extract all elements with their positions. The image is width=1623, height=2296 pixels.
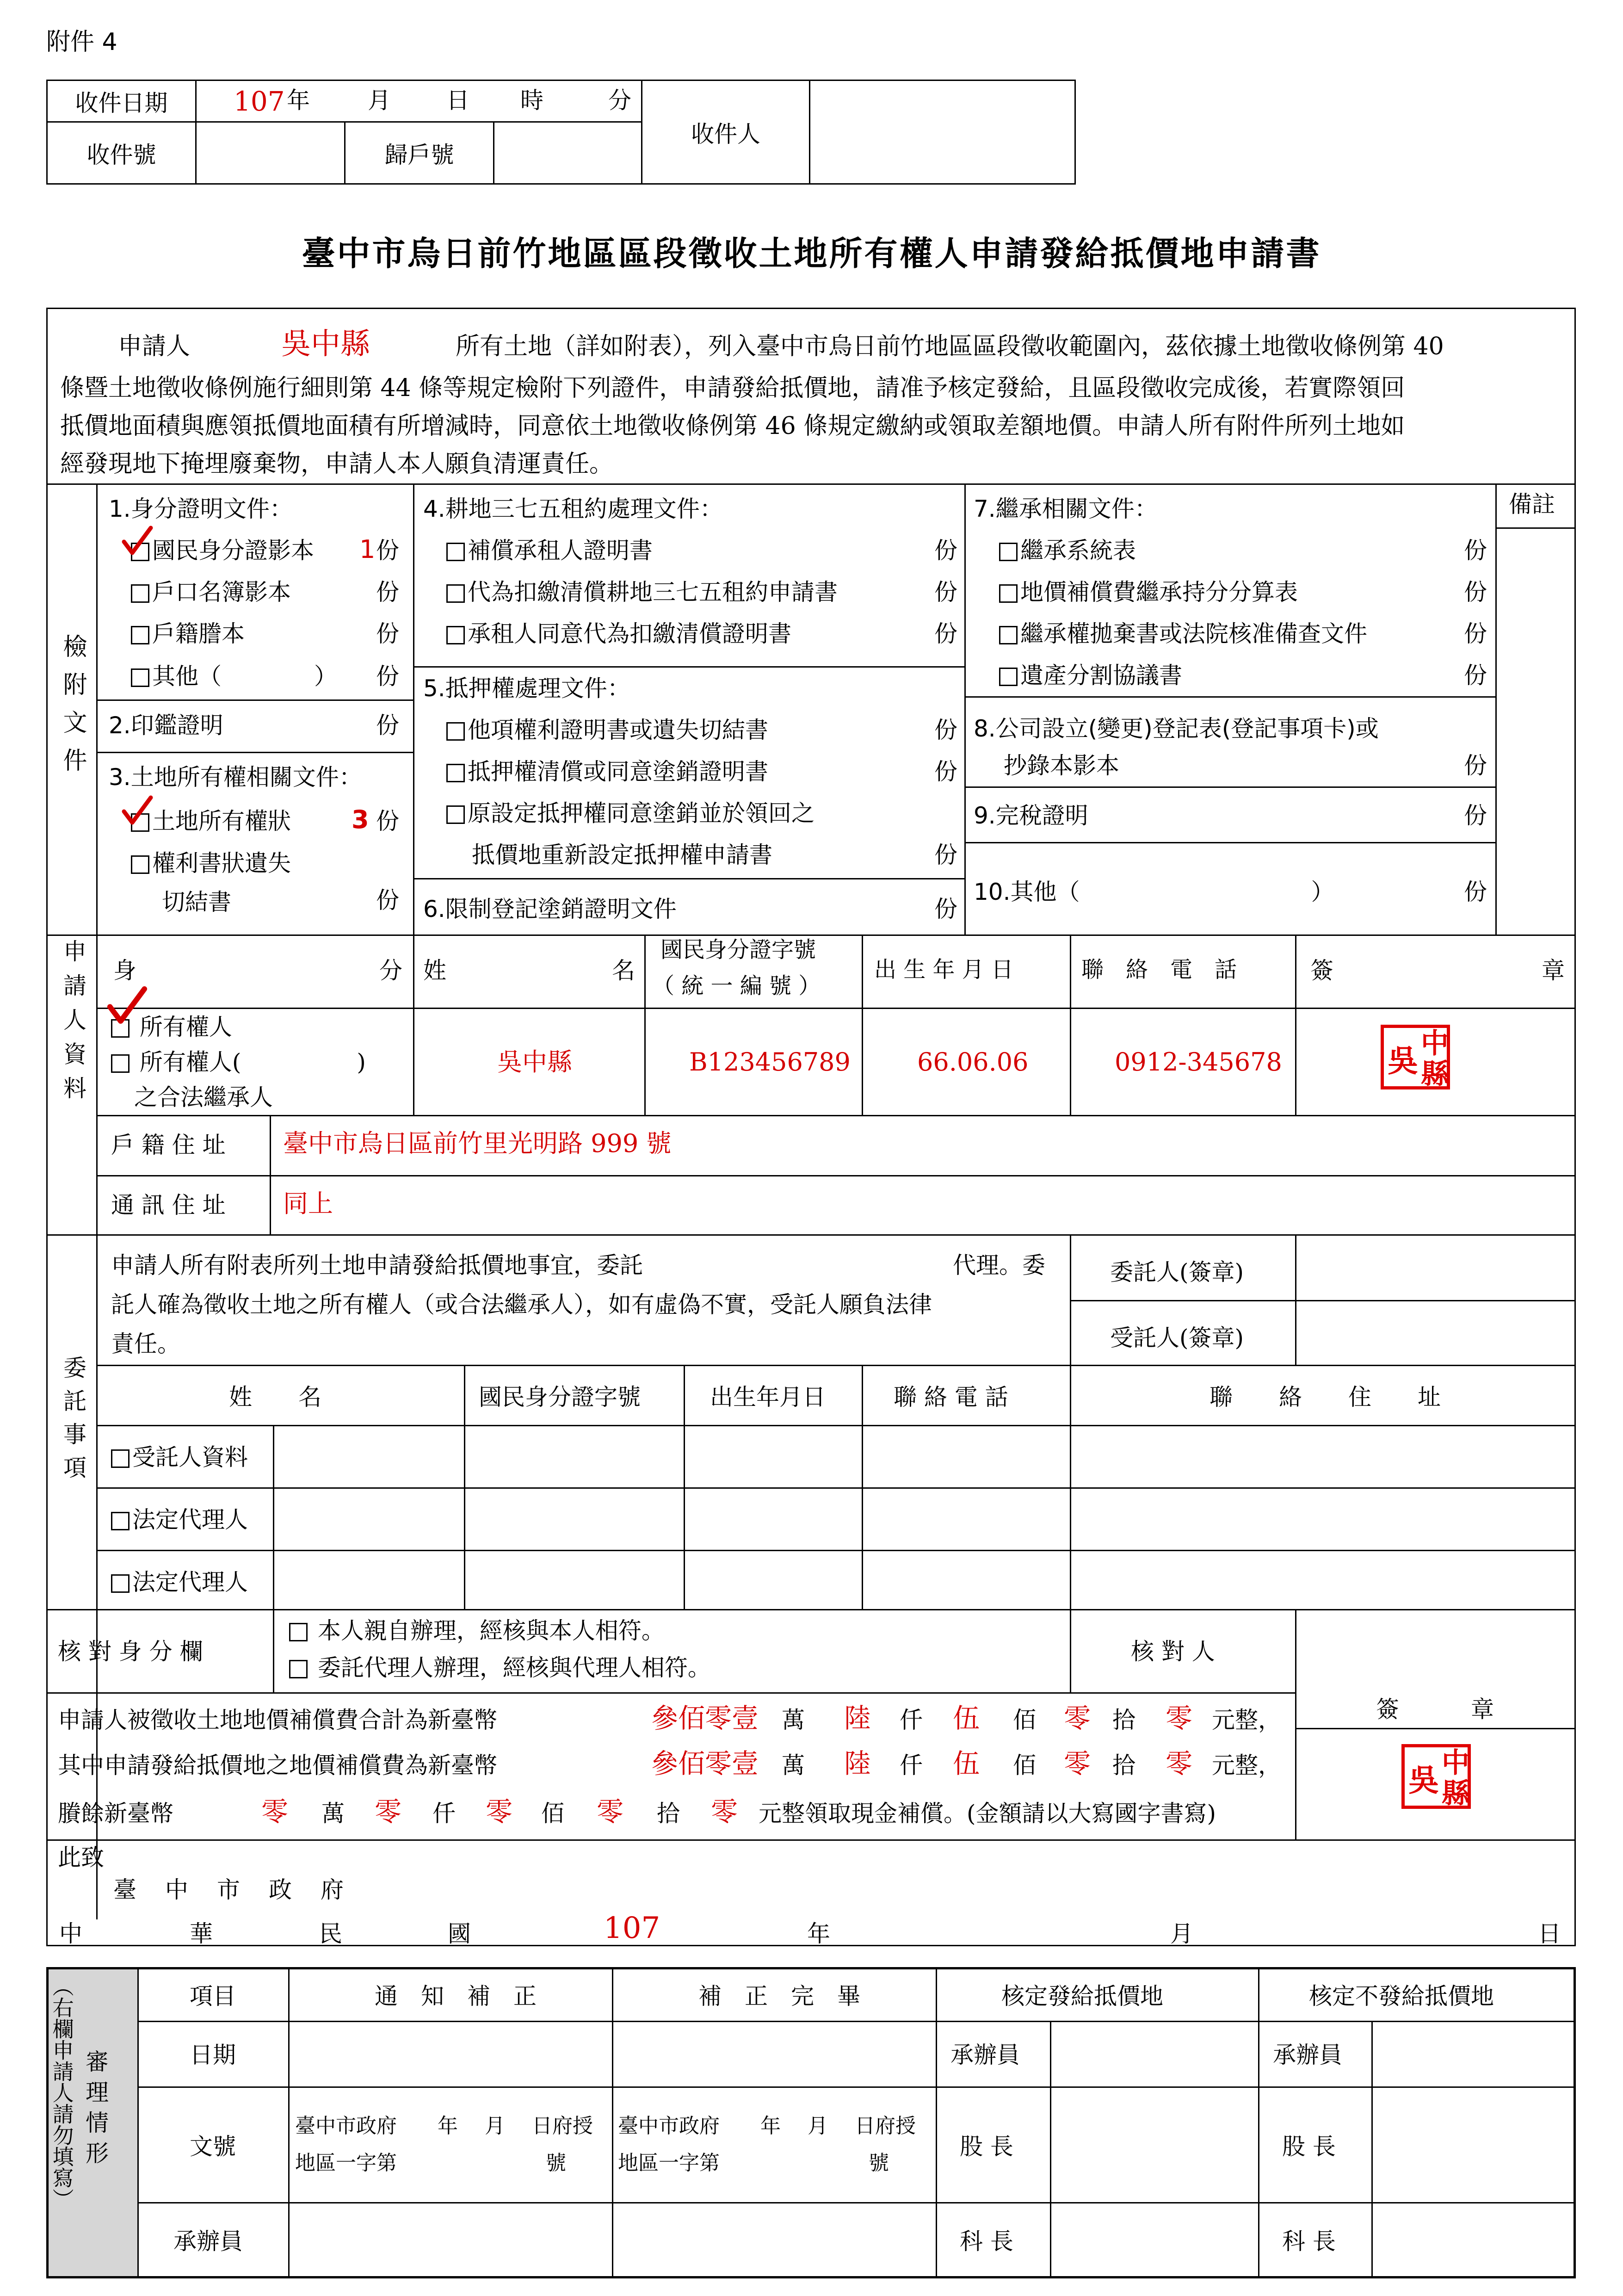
applicant-birth-date[interactable]: 66.06.06 bbox=[917, 1047, 1029, 1077]
divider bbox=[1295, 1728, 1576, 1729]
g1-item-4[interactable]: 其他（ ） bbox=[131, 662, 337, 690]
review-row-date: 日期 bbox=[190, 2042, 236, 2068]
unit-label: 份 bbox=[376, 537, 399, 564]
closing-date-char-3: 民 bbox=[319, 1920, 342, 1947]
unit-shi: 拾 bbox=[1112, 1752, 1135, 1779]
unit-label: 份 bbox=[1464, 620, 1487, 647]
receipt-number-field[interactable] bbox=[196, 122, 345, 184]
intro-applicant-prefix: 申請人 bbox=[118, 333, 191, 360]
attachment-label: 附件 4 bbox=[46, 28, 117, 56]
divider bbox=[1070, 1300, 1576, 1301]
g8-title: 8.公司設立(變更)登記表(登記事項卡)或 bbox=[974, 715, 1379, 742]
g7-title: 7.繼承相關文件： bbox=[974, 495, 1158, 522]
header-id-a: 國民身分證字號 bbox=[660, 937, 816, 963]
applicant-id-number[interactable]: B123456789 bbox=[689, 1047, 851, 1077]
closing-year-unit: 年 bbox=[807, 1920, 830, 1947]
closing-date-char-1: 中 bbox=[59, 1920, 82, 1947]
mail-address-value[interactable]: 同上 bbox=[283, 1189, 333, 1218]
unit-label: 份 bbox=[934, 620, 957, 647]
closing-government: 臺 中 市 政 府 bbox=[113, 1876, 346, 1903]
divider bbox=[1495, 483, 1497, 934]
household-label: 歸戶號 bbox=[345, 122, 494, 184]
entrust-header-id: 國民身分證字號 bbox=[479, 1384, 641, 1411]
divider bbox=[46, 1839, 1576, 1841]
divider bbox=[1295, 934, 1296, 1115]
header-name-a: 姓 bbox=[423, 957, 446, 984]
unit-label: 份 bbox=[934, 579, 957, 606]
checkbox[interactable] bbox=[999, 584, 1018, 603]
identity-option-heir[interactable]: 所有權人( ) bbox=[111, 1048, 366, 1076]
divider bbox=[964, 696, 1495, 698]
page-title: 臺中市烏日前竹地區區段徵收土地所有權人申請發給抵價地申請書 bbox=[302, 234, 1321, 273]
unit-shi: 拾 bbox=[657, 1800, 680, 1827]
unit-label: 份 bbox=[1464, 662, 1487, 689]
unit-label: 份 bbox=[934, 717, 957, 743]
divider bbox=[96, 1550, 1576, 1551]
reject-division-chief-label: 科 長 bbox=[1282, 2228, 1336, 2255]
review-side-note: （右欄申請人請勿填寫） bbox=[49, 1975, 74, 2209]
divider bbox=[96, 1425, 1576, 1426]
header-birth: 出 生 年 月 日 bbox=[874, 957, 1014, 983]
unit-label: 份 bbox=[376, 663, 399, 690]
intro-line4: 經發現地下掩埋廢棄物，申請人本人願負清運責任。 bbox=[60, 450, 614, 478]
domicile-label: 戶 籍 住 址 bbox=[111, 1132, 226, 1158]
divider bbox=[273, 1609, 274, 1692]
comp-line2-label: 其中申請發給抵價地之地價補償費為新臺幣 bbox=[58, 1752, 497, 1779]
divider bbox=[1371, 2021, 1373, 2278]
header-seal-a: 簽 bbox=[1310, 957, 1333, 984]
attachments-section-label: 檢附文件 bbox=[59, 634, 86, 786]
receipt-year: 107 bbox=[234, 86, 285, 117]
divider bbox=[413, 878, 964, 879]
entrust-text-1: 申請人所有附表所列土地申請發給抵價地事宜，委託 bbox=[111, 1252, 643, 1279]
comp-rem-yuan[interactable]: 零 bbox=[711, 1796, 738, 1827]
checkbox[interactable] bbox=[446, 543, 465, 561]
receipt-hour-unit: 時 bbox=[520, 87, 543, 114]
divider bbox=[137, 2202, 1576, 2203]
comp-line3-label: 賸餘新臺幣 bbox=[58, 1800, 173, 1827]
entrust-header-address: 聯 絡 住 址 bbox=[1210, 1384, 1441, 1411]
g4-item-1[interactable]: 補償承租人證明書 bbox=[446, 537, 653, 564]
entrust-row-agent[interactable]: 受託人資料 bbox=[111, 1443, 248, 1471]
divider bbox=[137, 1967, 139, 2278]
divider bbox=[1070, 1234, 1071, 1365]
divider bbox=[413, 666, 964, 668]
checkbox[interactable] bbox=[289, 1623, 308, 1641]
review-side-label: 審理情形 bbox=[82, 2049, 109, 2172]
g1-item-1[interactable]: 國民身分證影本 bbox=[131, 537, 314, 564]
comp-suffix: 元整， bbox=[1212, 1752, 1281, 1779]
divider bbox=[964, 842, 1495, 843]
divider bbox=[612, 1967, 613, 2278]
agent-sign-label: 受託人(簽章) bbox=[1110, 1324, 1244, 1351]
checkbox[interactable] bbox=[131, 855, 149, 874]
g5-item-2[interactable]: 抵押權清償或同意塗銷證明書 bbox=[446, 758, 768, 786]
unit-label: 份 bbox=[376, 712, 399, 739]
applicant-phone[interactable]: 0912-345678 bbox=[1115, 1047, 1282, 1077]
divider bbox=[96, 1115, 1576, 1116]
household-field[interactable] bbox=[494, 122, 642, 184]
unit-qian: 仟 bbox=[900, 1752, 923, 1779]
g7-item-3[interactable]: 繼承權拋棄書或法院核准備查文件 bbox=[999, 620, 1367, 648]
divider bbox=[46, 1692, 1295, 1694]
divider bbox=[1495, 527, 1576, 529]
applicant-section-label: 申請人資料 bbox=[60, 939, 86, 1110]
unit-label: 份 bbox=[376, 808, 399, 835]
divider bbox=[413, 483, 414, 934]
divider bbox=[936, 1967, 937, 2278]
g4-item-2[interactable]: 代為扣繳清償耕地三七五租約申請書 bbox=[446, 578, 838, 606]
unit-bai: 佰 bbox=[541, 1800, 564, 1827]
divider bbox=[46, 1234, 1576, 1236]
closing-month-unit: 月 bbox=[1170, 1920, 1193, 1947]
unit-label: 份 bbox=[934, 537, 957, 564]
approve-division-chief-label: 科 長 bbox=[960, 2228, 1013, 2255]
g3-item-1[interactable]: 土地所有權狀 bbox=[131, 807, 291, 835]
unit-qian: 仟 bbox=[432, 1800, 456, 1827]
checkbox[interactable] bbox=[446, 626, 465, 644]
mail-address-label: 通 訊 住 址 bbox=[111, 1192, 226, 1219]
unit-label: 份 bbox=[934, 896, 957, 922]
g1-item-1-count: 1 bbox=[359, 535, 376, 564]
applicant-seal: 吳 中 縣 bbox=[1381, 1025, 1450, 1089]
g5-item-1[interactable]: 他項權利證明書或遺失切結書 bbox=[446, 716, 768, 744]
divider bbox=[46, 483, 1576, 485]
unit-label: 份 bbox=[1464, 802, 1487, 829]
comp-rem-shi[interactable]: 零 bbox=[597, 1796, 624, 1827]
g5-item-3[interactable]: 原設定抵押權同意塗銷並於領回之 bbox=[446, 799, 815, 827]
unit-wan: 萬 bbox=[321, 1800, 345, 1827]
check-mark-icon bbox=[121, 795, 154, 827]
comp-line2-shi[interactable]: 零 bbox=[1064, 1748, 1091, 1779]
approve-officer-label: 承辦員 bbox=[950, 2042, 1020, 2068]
entrust-row-legal-2[interactable]: 法定代理人 bbox=[111, 1568, 248, 1596]
closing-date-char-4: 國 bbox=[448, 1920, 471, 1947]
header-name-b: 名 bbox=[612, 957, 635, 984]
divider bbox=[46, 1609, 1576, 1610]
divider bbox=[1070, 934, 1071, 1115]
checkbox[interactable] bbox=[131, 584, 149, 603]
comp-sign-b: 章 bbox=[1471, 1696, 1494, 1723]
divider bbox=[137, 2021, 1576, 2022]
comp-line1-wan-amount[interactable]: 參佰零壹 bbox=[651, 1702, 759, 1734]
remarks-label: 備註 bbox=[1509, 491, 1555, 518]
g7-item-1[interactable]: 繼承系統表 bbox=[999, 537, 1136, 564]
closing-date-char-2: 華 bbox=[190, 1920, 213, 1947]
checkbox[interactable] bbox=[111, 1449, 130, 1468]
unit-wan: 萬 bbox=[782, 1752, 805, 1779]
entrust-text-1b: 代理。委 bbox=[953, 1252, 1045, 1279]
check-mark-icon bbox=[121, 525, 154, 557]
comp-rem-qian[interactable]: 零 bbox=[375, 1796, 402, 1827]
identity-option-heir-b: 之合法繼承人 bbox=[134, 1084, 273, 1111]
unit-wan: 萬 bbox=[782, 1707, 805, 1733]
divider bbox=[1295, 1609, 1296, 1692]
comp-rem-bai[interactable]: 零 bbox=[486, 1796, 513, 1827]
g7-item-2[interactable]: 地價補償費繼承持分分算表 bbox=[999, 578, 1298, 606]
divider bbox=[46, 934, 1576, 936]
divider bbox=[862, 1365, 863, 1609]
doc-done-line1: 臺中市政府 年 月 日府授 bbox=[618, 2114, 916, 2138]
checkbox[interactable] bbox=[999, 543, 1018, 561]
intro-line1: 所有土地（詳如附表），列入臺中市烏日前竹地區區段徵收範圍內，茲依據土地徵收條例第 40 bbox=[456, 333, 1444, 360]
unit-label: 份 bbox=[1464, 879, 1487, 905]
g4-title: 4.耕地三七五租約處理文件： bbox=[423, 495, 723, 522]
unit-bai: 佰 bbox=[1013, 1752, 1036, 1779]
header-identity-a: 身 bbox=[113, 957, 136, 984]
review-header-done: 補 正 完 畢 bbox=[698, 1983, 860, 2010]
review-header-notice: 通 知 補 正 bbox=[375, 1983, 537, 2010]
divider bbox=[96, 483, 98, 1919]
entrust-section-label: 委託事項 bbox=[60, 1355, 86, 1489]
g3-item-2-b: 切結書 bbox=[162, 889, 231, 916]
header-id-b: （ 統 一 編 號 ） bbox=[652, 973, 821, 999]
receiver-label: 收件人 bbox=[642, 80, 810, 184]
divider bbox=[1295, 1692, 1296, 1839]
comp-rem-suffix: 元整領取現金補償。(金額請以大寫國字書寫) bbox=[759, 1800, 1216, 1827]
receipt-date-label: 收件日期 bbox=[47, 80, 196, 122]
divider bbox=[273, 1425, 274, 1609]
verify-option-2[interactable]: 委託代理人辦理，經核與代理人相符。 bbox=[289, 1654, 711, 1682]
approve-section-chief-label: 股 長 bbox=[960, 2133, 1013, 2160]
doc-done-line2: 地區一字第 號 bbox=[618, 2151, 889, 2175]
reject-officer-label: 承辦員 bbox=[1273, 2042, 1342, 2068]
entrust-header-birth: 出生年月日 bbox=[710, 1384, 826, 1411]
unit-label: 份 bbox=[1464, 752, 1487, 779]
comp-line1-label: 申請人被徵收土地地價補償費合計為新臺幣 bbox=[58, 1707, 497, 1733]
receipt-year-unit: 年 bbox=[287, 87, 310, 114]
receipt-month-unit: 月 bbox=[368, 87, 391, 114]
verify-label: 核 對 身 分 欄 bbox=[58, 1638, 203, 1665]
receiver-field[interactable] bbox=[810, 80, 1075, 184]
check-mark-icon bbox=[106, 985, 148, 1027]
divider bbox=[964, 483, 966, 934]
identity-option-owner[interactable]: 所有權人 bbox=[111, 1013, 232, 1041]
receipt-table bbox=[46, 80, 1076, 185]
comp-suffix: 元整， bbox=[1212, 1707, 1281, 1733]
checkbox[interactable] bbox=[446, 764, 465, 782]
entrust-header-name: 姓 名 bbox=[229, 1384, 321, 1411]
review-header-item: 項目 bbox=[190, 1983, 236, 2010]
review-row-officer: 承辦員 bbox=[173, 2228, 243, 2255]
doc-notice-line1: 臺中市政府 年 月 日府授 bbox=[295, 2114, 593, 2138]
unit-label: 份 bbox=[1464, 579, 1487, 606]
reject-section-chief-label: 股 長 bbox=[1282, 2133, 1336, 2160]
comp-line2-wan-amount[interactable]: 參佰零壹 bbox=[651, 1748, 759, 1779]
doc-notice-line2: 地區一字第 號 bbox=[295, 2151, 566, 2175]
checkbox[interactable] bbox=[111, 1512, 130, 1530]
checkbox[interactable] bbox=[446, 805, 465, 824]
g4-item-3[interactable]: 承租人同意代為扣繳清償證明書 bbox=[446, 620, 791, 648]
g1-item-3[interactable]: 戶籍謄本 bbox=[131, 620, 245, 648]
divider bbox=[464, 1365, 465, 1609]
g3-item-1-count: 3 bbox=[352, 805, 369, 834]
g7-item-4[interactable]: 遺產分割協議書 bbox=[999, 662, 1182, 689]
unit-label: 份 bbox=[934, 842, 957, 868]
checker-label: 核 對 人 bbox=[1131, 1638, 1215, 1665]
g5-title: 5.抵押權處理文件： bbox=[423, 675, 630, 702]
divider bbox=[96, 752, 413, 753]
comp-line1-yuan[interactable]: 零 bbox=[1166, 1702, 1193, 1734]
g3-title: 3.土地所有權相關文件： bbox=[109, 764, 362, 791]
applicant-name[interactable]: 吳中縣 bbox=[497, 1047, 572, 1077]
comp-line2-qian[interactable]: 陸 bbox=[844, 1748, 871, 1779]
domicile-value[interactable]: 臺中市烏日區前竹里光明路 999 號 bbox=[283, 1129, 672, 1158]
g5-item-3-b: 抵價地重新設定抵押權申請書 bbox=[472, 842, 772, 868]
g9-title: 9.完稅證明 bbox=[974, 802, 1088, 829]
entrust-row-legal-1[interactable]: 法定代理人 bbox=[111, 1506, 248, 1534]
divider bbox=[96, 1487, 1576, 1489]
unit-label: 份 bbox=[376, 579, 399, 606]
g2-title: 2.印鑑證明 bbox=[109, 712, 223, 739]
receipt-number-label: 收件號 bbox=[47, 122, 196, 184]
comp-line1-bai[interactable]: 伍 bbox=[953, 1702, 980, 1734]
unit-label: 份 bbox=[376, 887, 399, 914]
g10-title: 10.其他（ ） bbox=[974, 879, 1334, 905]
g1-title: 1.身分證明文件： bbox=[109, 495, 293, 522]
checkbox[interactable] bbox=[289, 1660, 308, 1678]
review-row-doc: 文號 bbox=[190, 2133, 236, 2160]
checkbox[interactable] bbox=[999, 668, 1018, 686]
header-phone: 聯 絡 電 話 bbox=[1081, 957, 1237, 983]
divider bbox=[1070, 1609, 1071, 1692]
header-identity-b: 分 bbox=[379, 957, 402, 984]
divider bbox=[862, 934, 863, 1115]
unit-label: 份 bbox=[376, 620, 399, 647]
review-header-approve: 核定發給抵價地 bbox=[1001, 1983, 1163, 2010]
entrust-header-phone: 聯 絡 電 話 bbox=[894, 1384, 1008, 1411]
intro-line2: 條暨土地徵收條例施行細則第 44 條等規定檢附下列證件，申請發給抵價地，請准予核定發給，且區段徵收完成後，若實際領回 bbox=[60, 374, 1405, 402]
entrust-text-2: 託人確為徵收土地之所有權人（或合法繼承人），如有虛偽不實，受託人願負法律 bbox=[111, 1291, 932, 1318]
intro-line3: 抵價地面積與應領抵價地面積有所增減時，同意依土地徵收條例第 46 條規定繳納或領取差額地價。申請人所有附件所列土地如 bbox=[60, 412, 1405, 440]
checkbox[interactable] bbox=[131, 668, 149, 687]
verify-option-1[interactable]: 本人親自辦理，經核與本人相符。 bbox=[289, 1617, 665, 1645]
divider bbox=[96, 1175, 1576, 1176]
g6-title: 6.限制登記塗銷證明文件 bbox=[423, 896, 677, 922]
divider bbox=[413, 934, 414, 1115]
checkbox[interactable] bbox=[999, 626, 1018, 644]
comp-rem-wan[interactable]: 零 bbox=[261, 1796, 289, 1827]
closing-day-unit: 日 bbox=[1538, 1920, 1561, 1947]
unit-label: 份 bbox=[1464, 537, 1487, 564]
divider bbox=[1070, 1365, 1071, 1609]
client-sign-label: 委託人(簽章) bbox=[1110, 1259, 1244, 1286]
checkbox[interactable] bbox=[111, 1054, 130, 1073]
comp-line2-bai[interactable]: 伍 bbox=[953, 1748, 980, 1779]
divider bbox=[96, 1008, 1576, 1009]
divider bbox=[644, 934, 646, 1115]
compensation-seal: 吳 中 縣 bbox=[1401, 1744, 1471, 1809]
divider bbox=[288, 1967, 290, 2278]
checkbox[interactable] bbox=[131, 626, 149, 644]
checkbox[interactable] bbox=[446, 584, 465, 603]
g1-item-2[interactable]: 戶口名簿影本 bbox=[131, 578, 291, 606]
divider bbox=[684, 1365, 685, 1609]
divider bbox=[1050, 2021, 1051, 2278]
divider bbox=[964, 786, 1495, 788]
g3-item-2[interactable]: 權利書狀遺失 bbox=[131, 849, 291, 877]
divider bbox=[1258, 1967, 1259, 2278]
review-header-reject: 核定不發給抵價地 bbox=[1309, 1983, 1494, 2010]
g8-title-b: 抄錄本影本 bbox=[1004, 752, 1119, 779]
divider bbox=[270, 1115, 271, 1234]
unit-shi: 拾 bbox=[1112, 1707, 1135, 1733]
entrust-text-3: 責任。 bbox=[111, 1331, 180, 1357]
divider bbox=[96, 1365, 1576, 1366]
comp-line1-shi[interactable]: 零 bbox=[1064, 1702, 1091, 1734]
intro-applicant-name: 吳中縣 bbox=[281, 327, 370, 361]
divider bbox=[1295, 1234, 1296, 1365]
comp-line2-yuan[interactable]: 零 bbox=[1166, 1748, 1193, 1779]
unit-label: 份 bbox=[934, 758, 957, 785]
header-seal-b: 章 bbox=[1542, 957, 1565, 984]
comp-sign-a: 簽 bbox=[1376, 1696, 1399, 1723]
receipt-minute-unit: 分 bbox=[608, 87, 631, 114]
checkbox[interactable] bbox=[446, 722, 465, 741]
divider bbox=[137, 2086, 1576, 2088]
closing-year[interactable]: 107 bbox=[604, 1911, 660, 1945]
comp-line1-qian[interactable]: 陸 bbox=[844, 1702, 871, 1734]
unit-qian: 仟 bbox=[900, 1707, 923, 1733]
checkbox[interactable] bbox=[111, 1574, 130, 1593]
receipt-day-unit: 日 bbox=[446, 87, 469, 114]
divider bbox=[96, 699, 413, 701]
closing-to: 此致 bbox=[58, 1844, 104, 1871]
unit-bai: 佰 bbox=[1013, 1707, 1036, 1733]
